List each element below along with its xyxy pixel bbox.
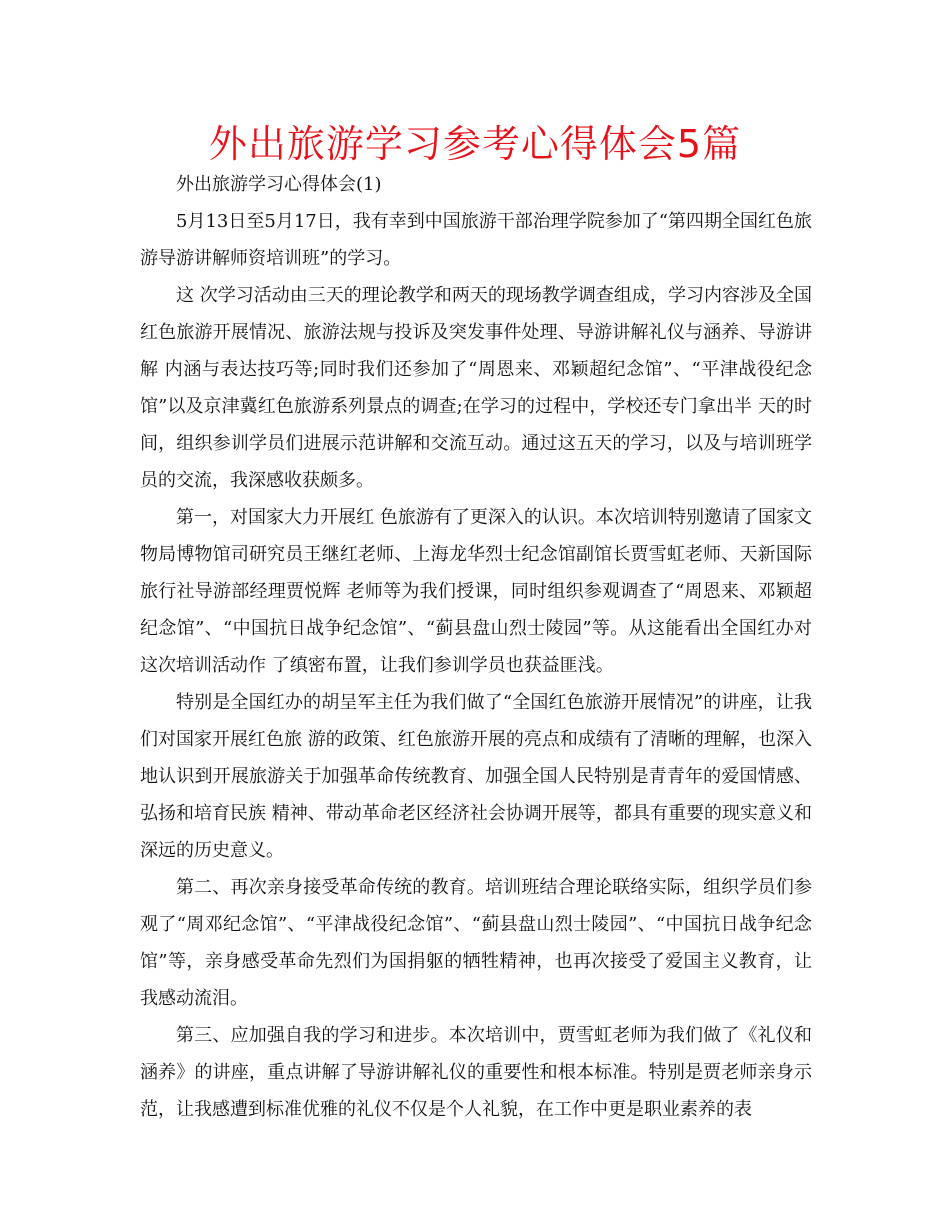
paragraph: 第一，对国家大力开展红 色旅游有了更深入的认识。本次培训特别邀请了国家文物局博物馆司研究员王继红老师、上海龙华烈士纪念馆副馆长贾雪虹老师、天新国际旅行社导游部经理贾悦辉 老师等为我们授课，同时组织参观调查了“周恩来、邓颖超纪念馆”、“中国抗日战争纪念馆”、“蓟县盘山烈士陵园”等。从这能看出全国红办对这次培训活动作 了缜密布置，让我们参训学员也获益匪浅。 xyxy=(140,507,812,676)
section-heading: 外出旅游学习心得体会(1) xyxy=(176,174,382,195)
paragraph: 这 次学习活动由三天的理论教学和两天的现场教学调查组成，学习内容涉及全国红色旅游开展情况、旅游法规与投诉及突发事件处理、导游讲解礼仪与涵养、导游讲解 内涵与表达技巧等;同时我们还参加了“周恩来、邓颖超纪念馆”、“平津战役纪念馆”以及京津冀红色旅游系列景点的调查;在学习的过程中，学校还专门拿出半 天的时间，组织参训学员们进展示范讲解和交流互动。通过这五天的学习，以及与培训班学员的交流，我深感收获颇多。 xyxy=(140,285,812,491)
document-title: 外出旅游学习参考心得体会5篇 xyxy=(208,122,742,166)
paragraph: 第三、应加强自我的学习和进步。本次培训中，贾雪虹老师为我们做了《礼仪和涵养》的讲座，重点讲解了导游讲解礼仪的重要性和根本标准。特别是贾老师亲身示范，让我感遭到标准优雅的礼仪不仅是个人礼貌，在工作中更是职业素养的表 xyxy=(140,1025,812,1120)
paragraph: 特别是全国红办的胡呈军主任为我们做了“全国红色旅游开展情况”的讲座，让我们对国家开展红色旅 游的政策、红色旅游开展的亮点和成绩有了清晰的理解，也深入地认识到开展旅游关于加强革命传统教育、加强全国人民特别是青青年的爱国情感、弘扬和培育民族 精神、带动革命老区经济社会协调开展等，都具有重要的现实意义和深远的历史意义。 xyxy=(140,692,812,861)
paragraph: 5月13日至5月17日，我有幸到中国旅游干部治理学院参加了“第四期全国红色旅游导游讲解师资培训班”的学习。 xyxy=(140,211,812,269)
paragraph: 第二、再次亲身接受革命传统的教育。培训班结合理论联络实际，组织学员们参观了“周邓纪念馆”、“平津战役纪念馆”、“蓟县盘山烈士陵园”、“中国抗日战争纪念馆”等，亲身感受革命先烈们为国捐躯的牺牲精神，也再次接受了爱国主义教育，让我感动流泪。 xyxy=(140,877,812,1009)
document-body xyxy=(140,166,812,1128)
